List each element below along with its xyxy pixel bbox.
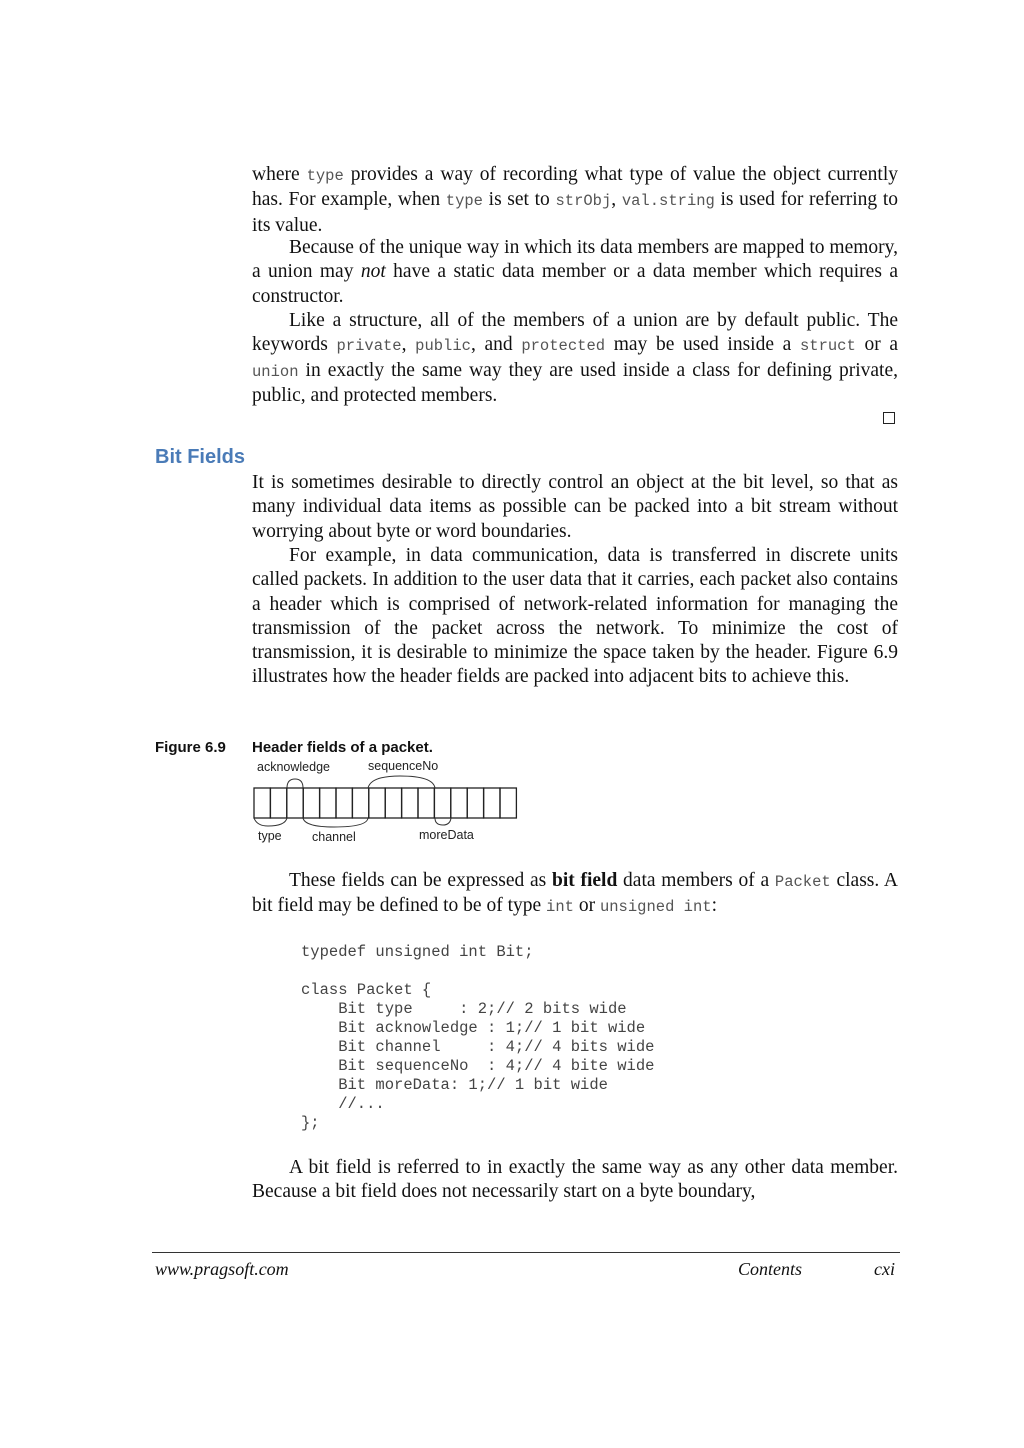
footer-website: www.pragsoft.com [155,1259,289,1279]
text-run: Like a structure, all of the members of a union are by default public. The keywords [252,310,898,356]
text-run: Because of the unique way in which its data members are mapped to memory, a union may [252,237,898,283]
label-type: type [258,829,282,843]
text-run: is set to [482,189,556,211]
bit-cell [336,788,352,818]
bit-cell [467,788,483,818]
section-heading: Bit Fields [155,446,246,468]
code-inline-public: public [415,337,471,356]
paragraph-bit-field-access: A bit field is referred to in exactly the same way as any other data member. Because a bit field does not necessarily start on a byte boundary, [252,1157,898,1203]
emphasis-not: not [360,261,386,283]
text-run: where [252,164,307,185]
code-inline-unsigned-int: unsigned int [599,898,712,917]
paragraph-union-memory [252,236,898,309]
bold-bit-field: bit field [551,870,618,891]
bit-cell [451,788,467,818]
code-inline-type: type [445,192,483,211]
code-inline-packet: Packet [774,873,831,891]
paragraph-union-access [252,309,898,408]
paragraph-union-type [252,163,898,238]
end-of-example-mark [883,412,895,424]
bit-cell [270,788,286,818]
text-run: in exactly the same way they are used inside a class for defining private, public, and protected members. [252,359,898,406]
paragraph-bit-level: It is sometimes desirable to directly control an object at the bit level, so that as many individual data items as possible can be packed into a bit stream without worrying about byte or word boundaries. [252,472,898,542]
text-run: have a static data member or a data member which requires a constructor. [252,261,898,307]
label-sequenceno: sequenceNo [368,759,439,773]
code-inline-private: private [336,337,402,356]
code-inline-union: union [252,362,299,381]
label-acknowledge: acknowledge [257,760,330,774]
code-inline-val-string: val.string [621,192,715,211]
text-run: provides a way of recording what type of value the object currently has. For example, when [252,164,899,211]
bit-cell [369,788,385,818]
bit-cell [402,788,418,818]
text-run: or [573,895,600,917]
bit-cell [352,788,368,818]
figure-caption: Header fields of a packet. [252,739,433,756]
text-run: class. A bit field may be defined to be of type [252,870,898,917]
bit-cell [484,788,500,818]
code-inline-struct: struct [799,337,856,356]
label-channel: channel [312,830,356,844]
code-inline-int: int [546,898,574,917]
code-inline-protected: protected [521,337,606,356]
footer-section: Contents [738,1259,803,1279]
acknowledge-brace [287,779,303,788]
text-run: , [611,189,622,211]
packet-header-diagram [245,755,535,850]
text-run: data members of a [617,870,775,891]
bit-cell [434,788,450,818]
text-run: may be used inside a [605,334,800,356]
footer-page-number: cxi [874,1259,895,1279]
text-run: or a [855,334,899,356]
bit-cell [303,788,319,818]
code-inline-type: type [306,167,344,185]
channel-brace [303,818,368,827]
bit-cell [287,788,303,818]
type-brace [254,818,287,826]
bit-cell [320,788,336,818]
text-run: , and [470,334,522,356]
paragraph-bit-field-types [252,869,898,920]
text-run: These fields can be expressed as [289,870,552,891]
moredata-brace [435,818,451,825]
bit-cell [254,788,270,818]
code-inline-strobj: strObj [555,192,612,211]
figure-number: Figure 6.9 [155,739,226,756]
text-run: , [401,334,416,356]
paragraph-packets: For example, in data communication, data is transferred in discrete units called packets. In addition to the user data that it carries, each packet also contains a header which is comprised of network-related information for managing the transmission of the packet across the network. To minimize the cost of transmission, it is desirable to minimize the space taken by the header. Figure 6.9 illustrates how the header fields are packed into adjacent bits to achieve this. [252,545,898,688]
bit-cells [254,788,516,818]
bit-cell [418,788,434,818]
text-run: : [711,895,717,917]
label-moredata: moreData [419,828,474,842]
sequenceno-brace [368,776,435,788]
bit-cell [385,788,401,818]
bit-cell [500,788,516,818]
text-run: is used for referring to its value. [252,189,899,236]
code-block-packet-class: typedef unsigned int Bit; class Packet { Bit type : 2;// 2 bits wide Bit acknowledge : 1;// 1 bit wide Bit channel : 4;// 4 bits wide Bit sequenceNo : 4;// 4 bite wide Bit moreData: 1;// 1 bit wide //... }; [301,943,655,1132]
footer-divider [152,1252,900,1253]
